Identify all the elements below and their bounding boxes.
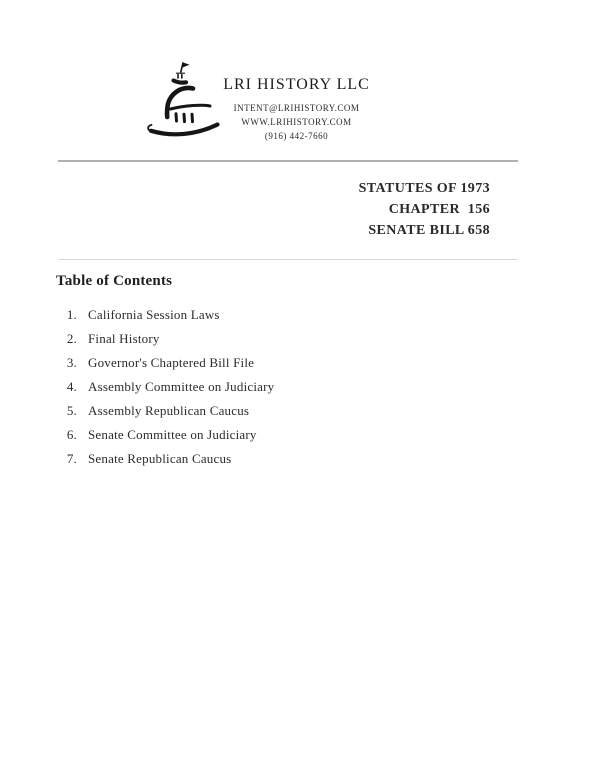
horizontal-rule-top [58,160,518,162]
flag-shape [182,62,189,67]
toc-item [57,375,274,399]
senate-bill-line: SENATE BILL 658 [368,223,490,238]
toc-item-label: California Session Laws [88,307,220,322]
toc-item [57,399,274,423]
company-name: LRI HISTORY LLC [223,76,370,93]
toc-item-label: Senate Republican Caucus [88,451,232,466]
toc-item [57,447,274,471]
toc-item-label: Final History [88,331,160,346]
toc-item [57,303,274,327]
toc-item-number: 5. [66,403,77,418]
website-text: WWW.LRIHISTORY.COM [241,117,352,127]
phone-text: (916) 442-7660 [264,131,329,141]
toc-item-label: Assembly Republican Caucus [88,403,250,418]
toc-item-label: Governor's Chaptered Bill File [88,355,255,370]
toc-item-label: Senate Committee on Judiciary [88,427,257,442]
toc-item-number: 3. [66,355,77,370]
toc-item [57,423,274,447]
toc-item-number: 2. [66,331,77,346]
toc-item-number: 4. [66,379,77,394]
toc-item-label: Assembly Committee on Judiciary [88,379,275,394]
toc-item-number: 6. [66,427,77,442]
chapter-line: CHAPTER 156 [388,202,490,217]
toc-item [57,327,274,351]
toc-item-number: 7. [66,451,77,466]
email-text: INTENT@LRIHISTORY.COM [233,103,360,113]
letterhead [159,76,434,143]
toc-list [57,303,274,471]
toc-item-number: 1. [66,307,77,322]
toc-title: Table of Contents [56,273,173,289]
horizontal-rule-bottom [58,259,518,260]
statutes-line: STATUTES OF 1973 [358,181,490,196]
toc-item [57,351,274,375]
bill-reference-block [58,178,490,241]
